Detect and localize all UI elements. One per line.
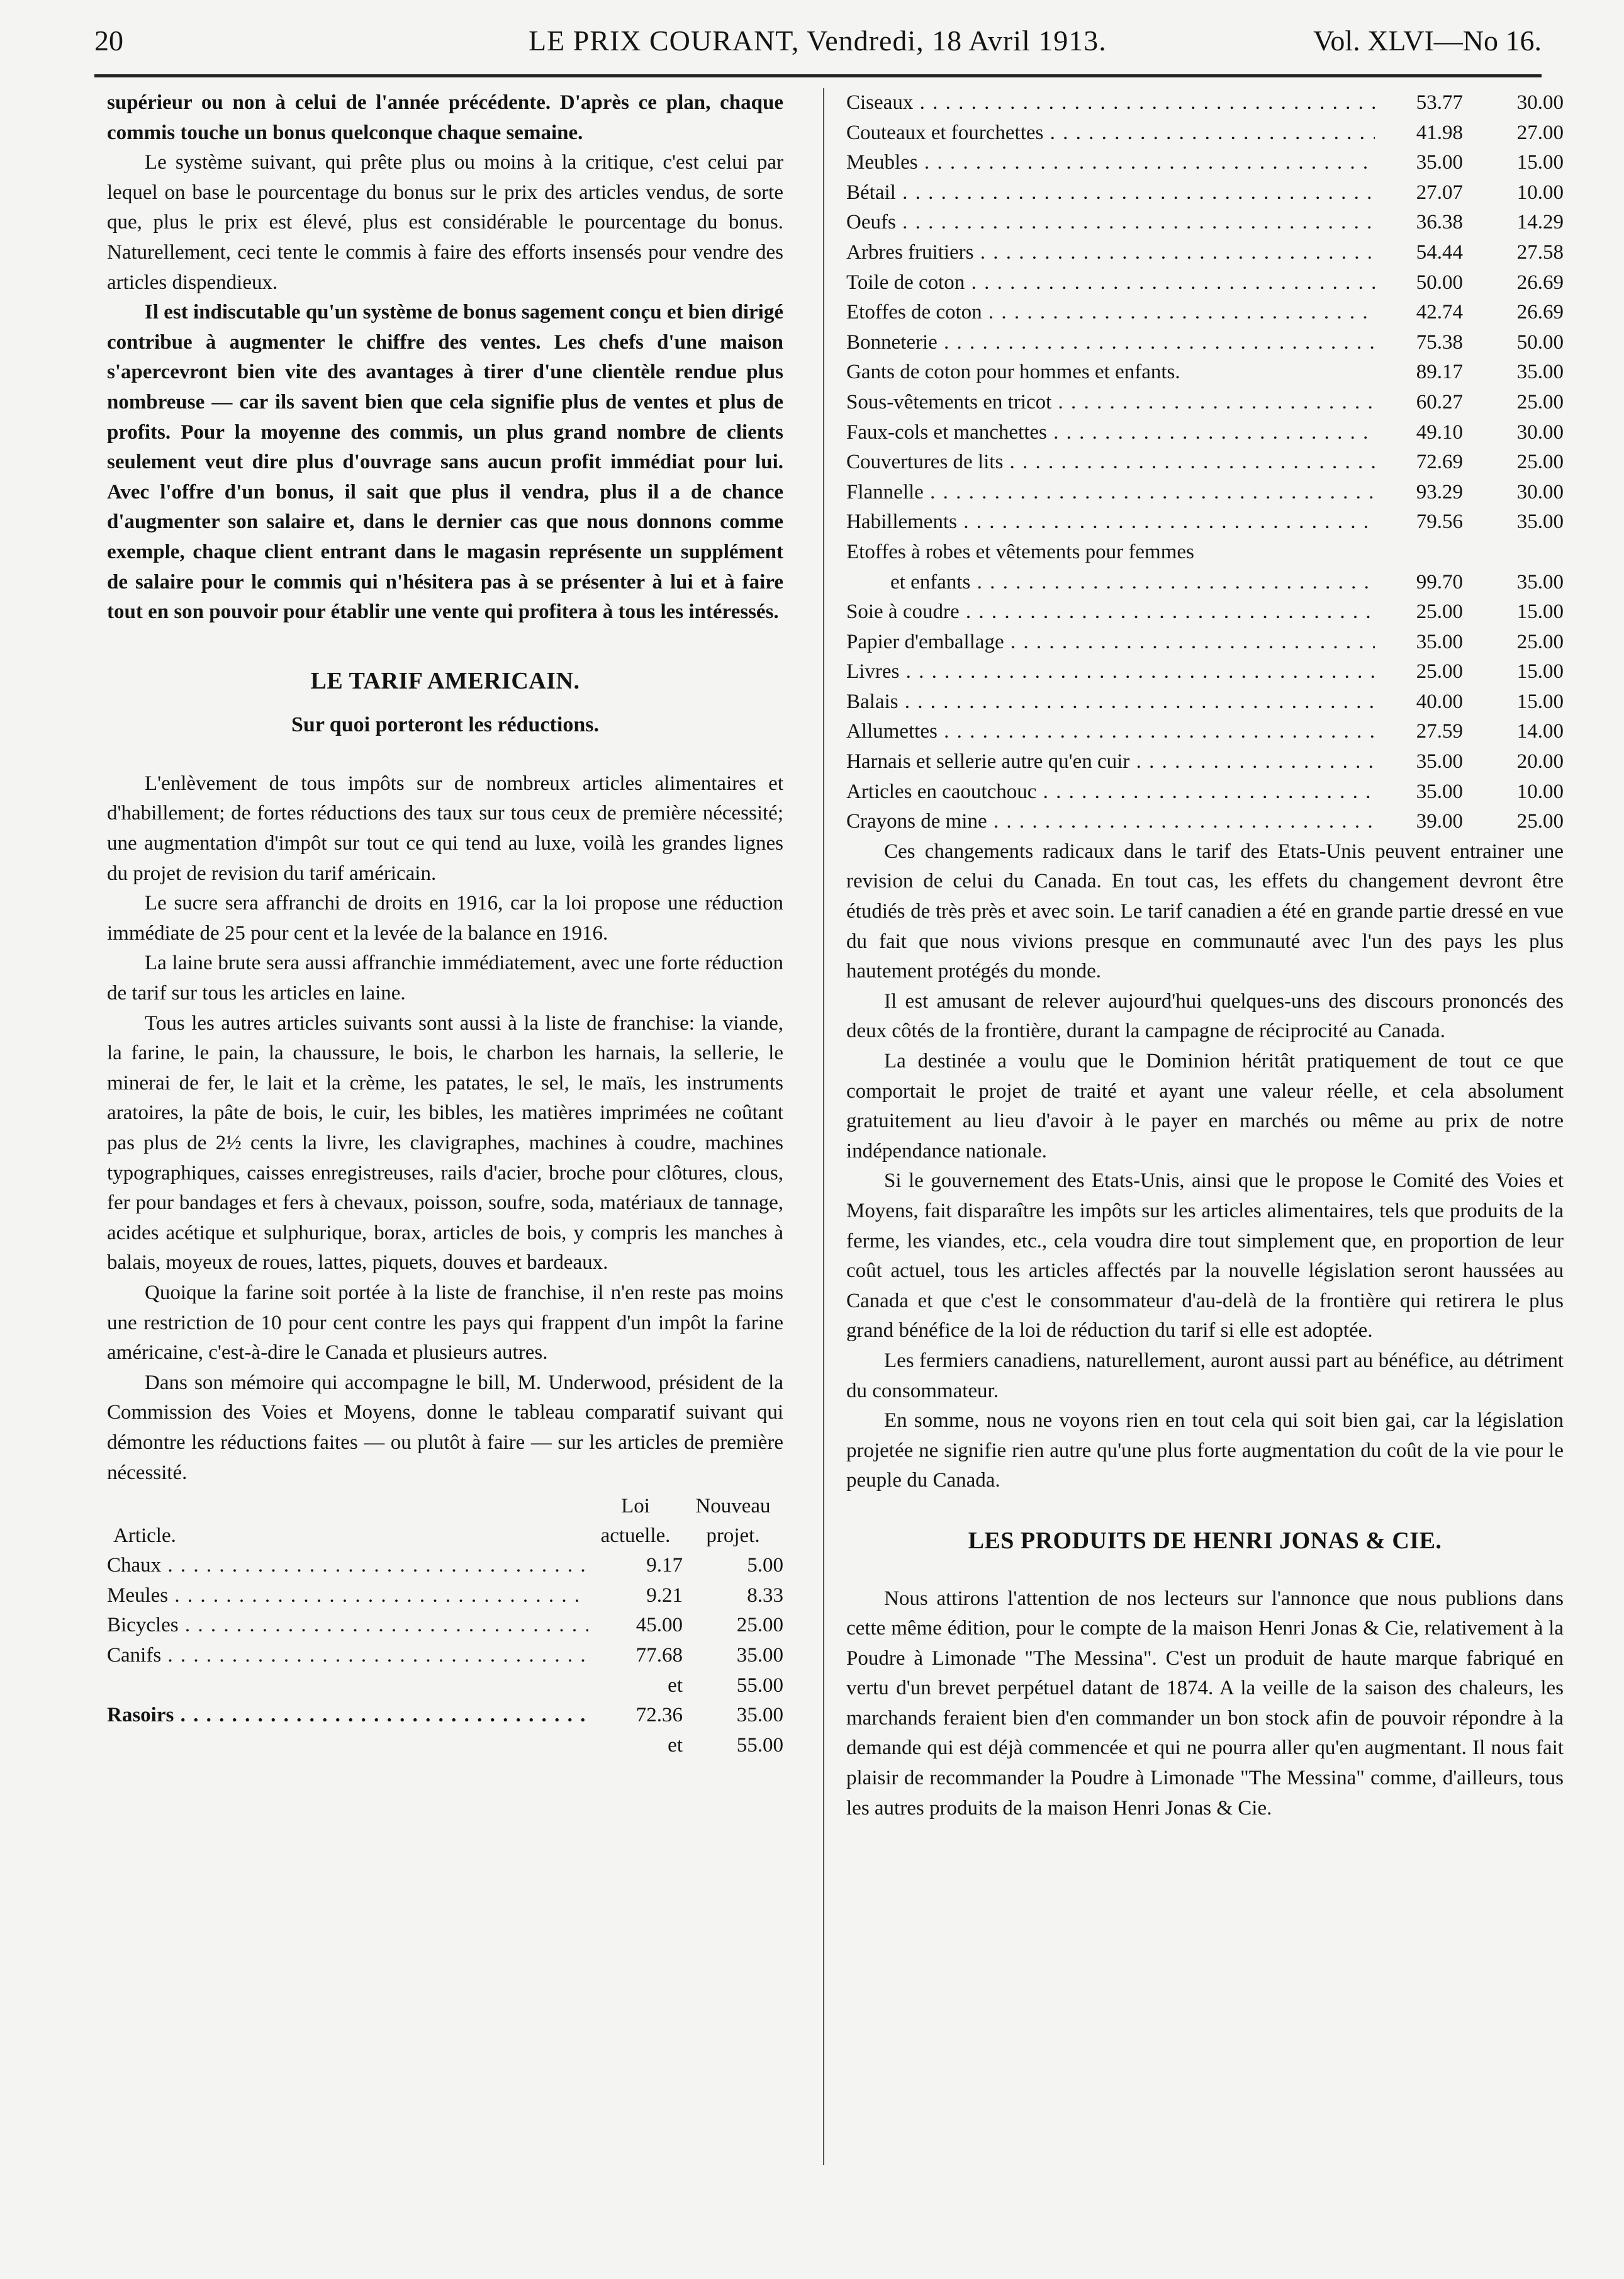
table-row: Meules . . . 9.21 8.33 bbox=[107, 1581, 783, 1611]
left-column bbox=[107, 88, 783, 1760]
table-row: Livres . . . 25.00 15.00 bbox=[846, 657, 1564, 687]
table-row: Arbres fruitiers . . . 54.44 27.58 bbox=[846, 238, 1564, 268]
paragraph: Quoique la farine soit portée à la liste de franchise, il n'en reste pas moins une restriction de 10 pour cent contre les pays qui frappent d'un impôt la farine américaine, c'est-à-dire le Canada et plusieurs autres. bbox=[107, 1281, 783, 1365]
table-row: Chaux . . . 9.17 5.00 bbox=[107, 1551, 783, 1581]
paragraph: Le système suivant, qui prête plus ou moins à la critique, c'est celui par lequel on base le pourcentage du bonus sur le prix des articles vendus, de sorte que, plus le prix est élevé, plus est considérable le pourcentage du bonus. Naturellement, ceci tente le commis à faire des efforts insensés pour vendre des articles dispendieux. bbox=[107, 151, 783, 294]
table-row: Oeufs . . . 36.38 14.29 bbox=[846, 208, 1564, 238]
table-row: Rasoirs . . . 72.36 35.00 bbox=[107, 1701, 783, 1731]
table-row: Bonneterie . . . 75.38 50.00 bbox=[846, 328, 1564, 358]
table-row: Toile de coton . . . 50.00 26.69 bbox=[846, 268, 1564, 298]
paragraph: Nous attirons l'attention de nos lecteurs sur l'annonce que nous publions dans cette même édition, pour le compte de la maison Henri Jonas & Cie, relativement à la Poudre à Limonade "The Messina". C'est un produit de haute marque fabriqué en vertu d'un brevet perpétuel datant de 1874. A la veille de la saison des chaleurs, les marchands feraient bien d'en commander un bon stock afin de pouvoir répondre à la demande qui est déjà commencée et qui ne pourra aller qu'en augmentant. Il nous fait plaisir de recommander la Poudre à Limonade "The Messina" comme, d'ailleurs, tous les autres produits de la maison Henri Jonas & Cie. bbox=[846, 1587, 1564, 1820]
table-row: Couvertures de lits . . . 72.69 25.00 bbox=[846, 447, 1564, 478]
table-row: Articles en caoutchouc . . . 35.00 10.00 bbox=[846, 777, 1564, 807]
table-row: Flannelle . . . 93.29 30.00 bbox=[846, 478, 1564, 508]
table-row: Couteaux et fourchettes . . . 41.98 27.00 bbox=[846, 118, 1564, 149]
table-row: et enfants . . . 99.70 35.00 bbox=[846, 568, 1564, 598]
article-title: LES PRODUITS DE HENRI JONAS & CIE. bbox=[968, 1527, 1442, 1554]
table-row: Sous-vêtements en tricot . . . 60.27 25.00 bbox=[846, 388, 1564, 418]
article-subtitle: Sur quoi porteront les réductions. bbox=[291, 713, 599, 737]
page-header bbox=[94, 24, 1542, 68]
table-row: Bétail . . . 27.07 10.00 bbox=[846, 178, 1564, 208]
paragraph: La laine brute sera aussi affranchie immédiatement, avec une forte réduction de tarif sur tous les articles en laine. bbox=[107, 952, 783, 1005]
table-row: Harnais et sellerie autre qu'en cuir . . . 35.00 20.00 bbox=[846, 747, 1564, 777]
table-row: Ciseaux . . . 53.77 30.00 bbox=[846, 88, 1564, 118]
header-rule bbox=[94, 74, 1542, 77]
table-row: Canifs . . . 77.68 35.00 bbox=[107, 1641, 783, 1671]
paragraph: La destinée a voulu que le Dominion héritât pratiquement de tout ce que comportait le projet de traité et ayant une valeur réelle, et cela absolument gratuitement au lieu d'avoir à le payer en marchés ou même au prix de notre indépendance nationale. bbox=[846, 1050, 1564, 1162]
column-header-new-project: Nouveau projet. bbox=[695, 1495, 771, 1548]
paragraph: Les fermiers canadiens, naturellement, auront aussi part au bénéfice, au détriment du consommateur. bbox=[846, 1349, 1564, 1402]
tariff-table-header bbox=[107, 1488, 783, 1551]
volume-number: Vol. XLVI—No 16. bbox=[1313, 25, 1542, 57]
table-row: Soie à coudre . . . 25.00 15.00 bbox=[846, 597, 1564, 627]
table-row: et 55.00 bbox=[668, 1733, 783, 1757]
publication-title: LE PRIX COURANT, Vendredi, 18 Avril 1913. bbox=[529, 25, 1107, 57]
article-title: LE TARIF AMERICAIN. bbox=[310, 667, 580, 694]
paragraph: Ces changements radicaux dans le tarif des Etats-Unis peuvent entrainer une revision de celui du Canada. En tout cas, les effets du changement devront être étudiés de très près et avec soin. Le tarif canadien a été en grande partie dressé en vue du fait que nous vivions presque en communauté avec l'un des pays les plus hautement protégés du monde. bbox=[846, 840, 1564, 983]
paragraph: Il est indiscutable qu'un système de bonus sagement conçu et bien dirigé contribue à augmenter le chiffre des ventes. Les chefs d'une maison s'apercevront bien vite des avantages à tirer d'une clientèle rendue plus nombreuse — car ils savent bien que cela signifie plus de ventes et plus de profits. Pour la moyenne des commis, un plus grand nombre de clients seulement veut dire plus d'ouvrage sans aucun profit immédiat pour lui. Avec l'offre d'un bonus, il sait que plus il vendra, plus il a de chance d'augmenter son salaire et, dans le dernier cas que nous donnons comme exemple, chaque client entrant dans le magasin représente un supplément de salaire pour le commis qui n'hésitera pas à se présenter à lui et à faire tout en son pouvoir pour établir une vente qui profitera à tous les intéressés. bbox=[107, 301, 783, 624]
paragraph: Il est amusant de relever aujourd'hui quelques-uns des discours prononcés des deux côtés de la frontière, durant la campagne de réciprocité au Canada. bbox=[846, 989, 1564, 1043]
paragraph: supérieur ou non à celui de l'année précédente. D'après ce plan, chaque commis touche un bonus quelconque chaque semaine. bbox=[107, 91, 783, 144]
right-column bbox=[846, 88, 1564, 1823]
column-header-current-law: Loi actuelle. bbox=[600, 1495, 671, 1548]
table-row: et 55.00 bbox=[668, 1674, 783, 1697]
column-header-article: Article. bbox=[113, 1524, 176, 1547]
table-row: Crayons de mine . . . 39.00 25.00 bbox=[846, 807, 1564, 837]
table-row: Meubles . . . 35.00 15.00 bbox=[846, 148, 1564, 178]
table-row: Gants de coton pour hommes et enfants. 89.17 35.00 bbox=[846, 361, 1564, 384]
paragraph: L'enlèvement de tous impôts sur de nombreux articles alimentaires et d'habillement; de fortes réductions des taux sur tous ceux de première nécessité; une augmentation d'impôt sur tout ce qui tend au luxe, voilà les grandes lignes du projet de revision du tarif américain. bbox=[107, 772, 783, 885]
page-number: 20 bbox=[94, 25, 123, 57]
table-row: Habillements . . . 79.56 35.00 bbox=[846, 507, 1564, 537]
paragraph: Tous les autres articles suivants sont aussi à la liste de franchise: la viande, la farine, le pain, la chaussure, le bois, le charbon les harnais, la sellerie, le minerai de fer, le lait et la crème, les patates, le sel, le maïs, les instruments aratoires, la pâte de bois, le cuir, les bibles, les matières imprimées ne coûtant pas plus de 2½ cents la livre, les clavigraphes, machines à coudre, machines typographiques, caisses enregistreuses, rails d'acier, broche pour clôtures, clous, fer pour bandages et fers à chevaux, poisson, soufre, soda, matériaux de tannage, acides acétique et sulphurique, borax, articles de bois, y compris les manches à balais, moyeux de roues, lattes, piquets, douves et bardeaux. bbox=[107, 1011, 783, 1275]
table-row: Allumettes . . . 27.59 14.00 bbox=[846, 717, 1564, 747]
column-divider bbox=[823, 88, 824, 2165]
table-row: Balais . . . 40.00 15.00 bbox=[846, 687, 1564, 717]
table-row: Etoffes à robes et vêtements pour femmes bbox=[846, 540, 1194, 563]
table-row: Bicycles . . . 45.00 25.00 bbox=[107, 1611, 783, 1641]
table-row: Faux-cols et manchettes . . . 49.10 30.00 bbox=[846, 418, 1564, 448]
paragraph: Si le gouvernement des Etats-Unis, ainsi que le propose le Comité des Voies et Moyens, fait disparaître les impôts sur les articles alimentaires, tels que produits de la ferme, les viandes, etc., cela voudra dire tout simplement que, en proportion de leur coût actuel, tous les articles affectés par la nouvelle législation seront haussées au Canada et que c'est le consommateur d'au-delà de la frontière qui retirera le plus grand bénéfice de la loi de réduction du tarif si elle est adoptée. bbox=[846, 1169, 1564, 1342]
table-row: Papier d'emballage . . . 35.00 25.00 bbox=[846, 627, 1564, 658]
table-row: Etoffes de coton . . . 42.74 26.69 bbox=[846, 298, 1564, 328]
tariff-table-continued bbox=[846, 88, 1564, 837]
paragraph: En somme, nous ne voyons rien en tout cela qui soit bien gai, car la législation projetée ne signifie rien autre qu'une plus forte augmentation du coût de la vie pour le peuple du Canada. bbox=[846, 1409, 1564, 1492]
paragraph: Dans son mémoire qui accompagne le bill, M. Underwood, président de la Commission des Voies et Moyens, donne le tableau comparatif suivant qui démontre les réductions faites — ou plutôt à faire — sur les articles de première nécessité. bbox=[107, 1371, 783, 1484]
paragraph: Le sucre sera affranchi de droits en 1916, car la loi propose une réduction immédiate de 25 pour cent et la levée de la balance en 1916. bbox=[107, 892, 783, 945]
